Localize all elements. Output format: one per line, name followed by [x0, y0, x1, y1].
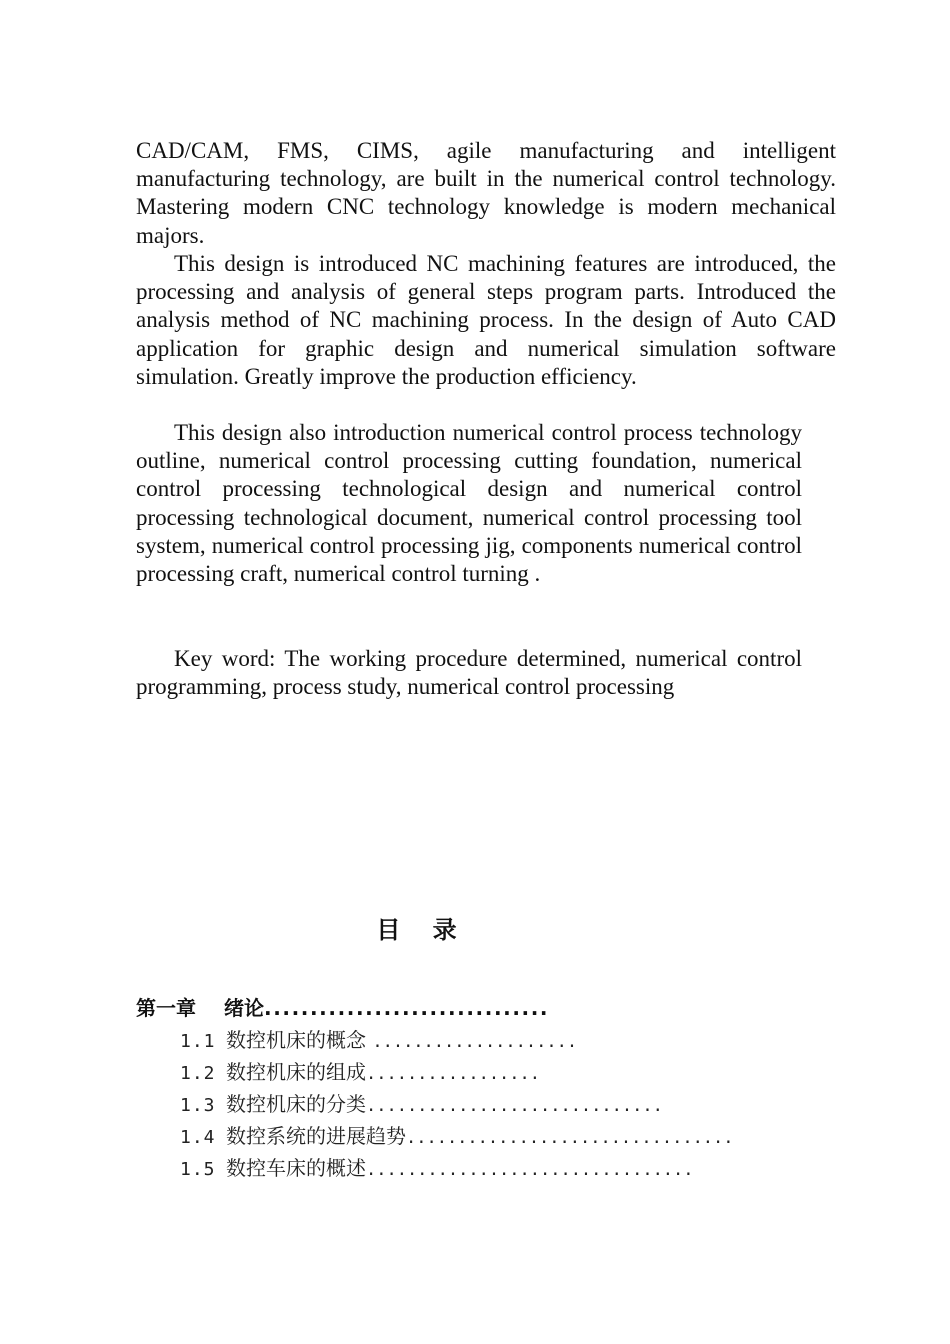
- toc-entry[interactable]: [180, 1156, 694, 1182]
- toc-entry[interactable]: [180, 1124, 734, 1150]
- abstract-keywords: Key word: The working procedure determined, numerical control programming, process study, numerical control processing: [136, 646, 802, 700]
- toc-entry[interactable]: [180, 1092, 663, 1118]
- toc-entry-number: 1.1: [180, 1031, 216, 1052]
- toc-title: 目 录: [376, 916, 469, 944]
- toc-entry-number: 1.3: [180, 1095, 216, 1116]
- toc-leader: .................: [366, 1064, 540, 1084]
- toc-entry-title: 数控机床的组成: [226, 1060, 366, 1084]
- toc-leader: ................................: [406, 1128, 734, 1148]
- toc-entry-number: 1.2: [180, 1063, 216, 1084]
- toc-leader: .............................: [366, 1096, 663, 1116]
- toc-leader: ................................: [366, 1160, 694, 1180]
- toc-entry-number: 1.4: [180, 1127, 216, 1148]
- toc-leader: ...............................: [264, 996, 550, 1020]
- toc-entry-title: 数控机床的分类: [226, 1092, 366, 1116]
- toc-leader: ....................: [372, 1032, 578, 1052]
- toc-entry-title: 数控车床的概述: [226, 1156, 366, 1180]
- toc-entry-title: 数控机床的概念: [226, 1028, 373, 1052]
- toc-entry-title: 数控系统的进展趋势: [226, 1124, 406, 1148]
- toc-entry[interactable]: [180, 1028, 577, 1054]
- toc-entry-number: 1.5: [180, 1159, 216, 1180]
- abstract-paragraph-2: This design is introduced NC machining features are introduced, the processing and analysis of general steps program parts. Introduced the analysis method of NC machining process. In the design of Auto CAD application for graphic design and numerical simulation software simulation. Greatly improve the production efficiency.: [136, 251, 836, 389]
- toc-chapter-entry[interactable]: [136, 996, 549, 1020]
- toc-chapter-title: 绪论: [224, 996, 264, 1020]
- toc-chapter-label: 第一章: [136, 996, 196, 1020]
- abstract-paragraph-3: This design also introduction numerical control process technology outline, numerical control processing cutting foundation, numerical control processing technological design and numerical control processing technological document, numerical control processing tool system, numerical control processing jig, components numerical control processing craft, numerical control turning .: [136, 420, 802, 587]
- toc-entry[interactable]: [180, 1060, 540, 1086]
- abstract-paragraph-1: CAD/CAM, FMS, CIMS, agile manufacturing and intelligent manufacturing technology, are built in the numerical control technology. Mastering modern CNC technology knowledge is modern mechanical majors.: [136, 138, 836, 248]
